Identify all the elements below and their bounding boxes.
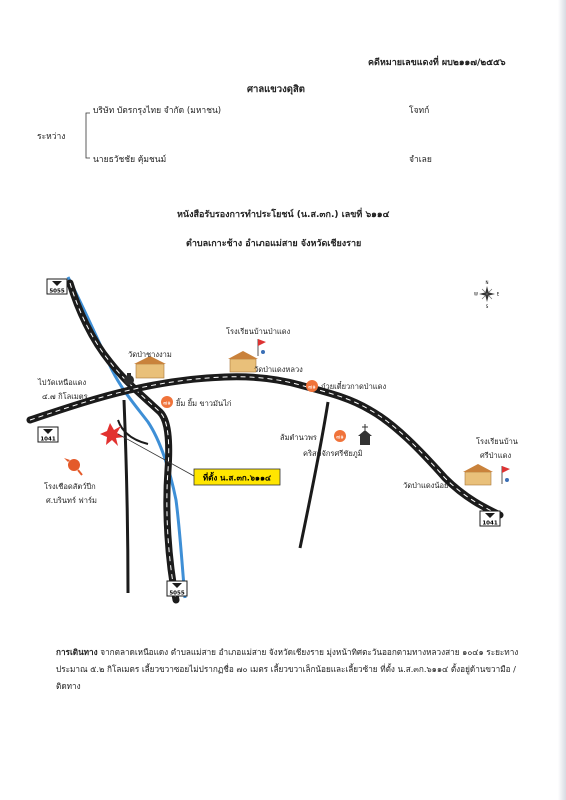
svg-text:W: W bbox=[474, 291, 478, 297]
chicken-icon bbox=[64, 458, 82, 475]
label-school-sri-l1: โรงเรียนบ้าน bbox=[476, 437, 518, 446]
label-wat-pa-daeng-luang: วัดป่าแดงหลวง bbox=[254, 365, 303, 374]
defendant-role: จำเลย bbox=[409, 155, 432, 165]
shop-badge-noodle bbox=[306, 380, 318, 392]
label-wat-pa-daeng-noi: วัดป่าแดงน้อย bbox=[403, 481, 449, 490]
title-line-2: ตำบลเกาะช้าง อำเภอแม่สาย จังหวัดเชียงราย bbox=[186, 239, 362, 249]
callout-text: ที่ตั้ง น.ส.๓ก.๖๑๑๔ bbox=[202, 473, 272, 483]
between-label: ระหว่าง bbox=[37, 132, 66, 142]
svg-text:E: E bbox=[496, 291, 500, 297]
label-noodle-shop: ก๋วยเตี๋ยวกาดป่าแดง bbox=[321, 382, 387, 391]
svg-text:N: N bbox=[485, 280, 489, 285]
school-flag-icon-pa-daeng bbox=[258, 339, 266, 356]
title-line-1: หนังสือรับรองการทำประโยชน์ (น.ส.๓ก.) เลขที่ ๖๑๑๔ bbox=[177, 210, 390, 220]
travel-text: จากตลาดเหนือแดง ตำบลแม่สาย อำเภอแม่สาย จังหวัดเชียงราย มุ่งหน้าทิศตะวันออกตามทางหลวงสาย ๑๐๔๑ ระยะทางประมาณ ๕.๒ กิโลเมตร เลี้ยวขวาซอยไม่ปรากฏชื่อ ๗๐ เมตร เลี้ยวขวาเล็กน้อยและเลี้ยวซ้าย ที่ตั้ง น.ส.๓ก.๖๑๑๔ ตั้งอยู่ด้านขวามือ / ติดทาง bbox=[56, 647, 519, 691]
road-1041-main bbox=[30, 377, 500, 515]
label-school-pa-daeng: โรงเรียนบ้านป่าแดง bbox=[226, 327, 291, 336]
plaintiff-role: โจทก์ bbox=[409, 106, 430, 116]
court-name: ศาลแขวงดุสิต bbox=[247, 84, 305, 95]
label-to-market-l2: ๔.๗ กิโลเมตร bbox=[42, 392, 88, 401]
label-som-tam: ส้มตำนวพร bbox=[280, 433, 317, 442]
travel-label: การเดินทาง bbox=[56, 647, 98, 657]
case-number: คดีหมายเลขแดงที่ ผบ๒๑๑๗/๒๕๕๖ bbox=[368, 58, 506, 68]
label-chicken-farm-l2: ศ.บรินทร์ ฟาร์ม bbox=[46, 496, 97, 505]
shield-1041-east bbox=[480, 511, 500, 527]
label-yim-shop: ยิ้ม ยิ้ม ขาวมันไก่ bbox=[176, 399, 232, 408]
location-marker-icon bbox=[100, 423, 124, 446]
shop-badge-yim bbox=[161, 396, 173, 408]
svg-text:๗๑: ๗๑ bbox=[308, 384, 316, 391]
svg-text:S: S bbox=[485, 304, 489, 309]
travel-directions bbox=[56, 644, 526, 695]
svg-text:๗๑: ๗๑ bbox=[163, 400, 171, 407]
side-road-east bbox=[300, 402, 328, 548]
svg-text:1041: 1041 bbox=[482, 520, 498, 527]
label-wat-chang-ngam: วัดป่าชางงาม bbox=[128, 350, 172, 359]
label-to-market-l1: ไปวัดเหนือแดง bbox=[38, 378, 87, 387]
church-icon bbox=[358, 424, 372, 445]
callout-leader bbox=[118, 434, 194, 476]
temple-icon-wat-pa-daeng-noi bbox=[463, 464, 493, 485]
soi-road bbox=[118, 420, 148, 444]
defendant-name: นายธวัชชัย คุ้มชนม์ bbox=[93, 155, 167, 165]
label-church: คริสตจักรศรีชัยภูมิ bbox=[303, 449, 363, 458]
shop-badge-som-tam bbox=[334, 430, 346, 442]
svg-text:1041: 1041 bbox=[40, 436, 56, 443]
shield-1041-west bbox=[38, 427, 58, 443]
svg-text:5055: 5055 bbox=[49, 288, 65, 295]
school-flag-icon-sri-pa-daeng bbox=[502, 466, 510, 484]
svg-text:5055: 5055 bbox=[169, 590, 185, 597]
shield-5055-north bbox=[47, 279, 67, 295]
svg-text:๗๑: ๗๑ bbox=[336, 434, 344, 441]
temple-icon-wat-chang-ngam bbox=[134, 356, 166, 378]
side-road-west bbox=[124, 400, 128, 593]
label-chicken-farm-l1: โรงเชือดสัตว์ปีก bbox=[44, 482, 96, 491]
compass-icon bbox=[474, 280, 500, 309]
between-bracket bbox=[86, 113, 90, 158]
label-school-sri-l2: ศรีป่าแดง bbox=[480, 451, 512, 460]
shield-5055-south bbox=[167, 581, 187, 597]
plaintiff-name: บริษัท บัตรกรุงไทย จำกัด (มหาชน) bbox=[93, 106, 222, 116]
